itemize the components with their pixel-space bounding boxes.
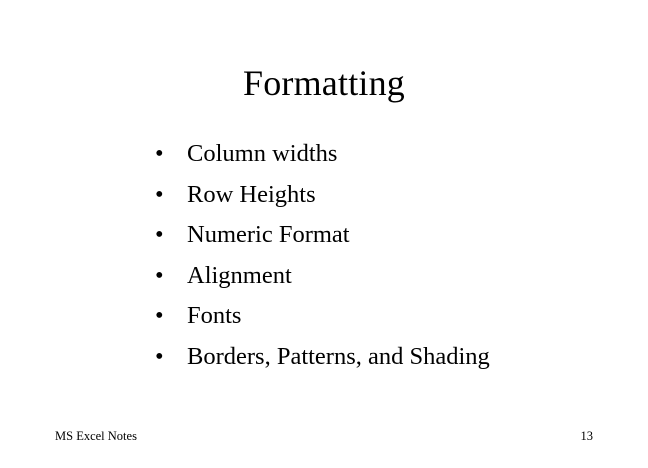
footer-notes-label: MS Excel Notes: [55, 429, 137, 443]
bullet-text: Borders, Patterns, and Shading: [187, 342, 490, 370]
bullet-icon: •: [155, 140, 164, 167]
bullet-text: Fonts: [187, 302, 242, 329]
bullet-text: Row Heights: [187, 180, 316, 208]
bullet-item: [155, 134, 490, 175]
bullet-text: Numeric Format: [187, 221, 350, 248]
bullet-icon: •: [155, 342, 164, 370]
bullet-text: Column widths: [187, 140, 338, 167]
bullet-list: [155, 134, 490, 377]
bullet-item: [155, 215, 490, 256]
bullet-icon: •: [155, 180, 164, 208]
bullet-item: [155, 337, 490, 378]
page-number: 13: [580, 429, 593, 443]
bullet-icon: •: [155, 302, 164, 329]
bullet-text: Alignment: [187, 261, 292, 289]
bullet-item: [155, 256, 490, 297]
bullet-item: [155, 175, 490, 216]
bullet-item: [155, 296, 490, 337]
bullet-icon: •: [155, 261, 164, 289]
slide-title: Formatting: [243, 63, 405, 103]
bullet-icon: •: [155, 221, 164, 248]
